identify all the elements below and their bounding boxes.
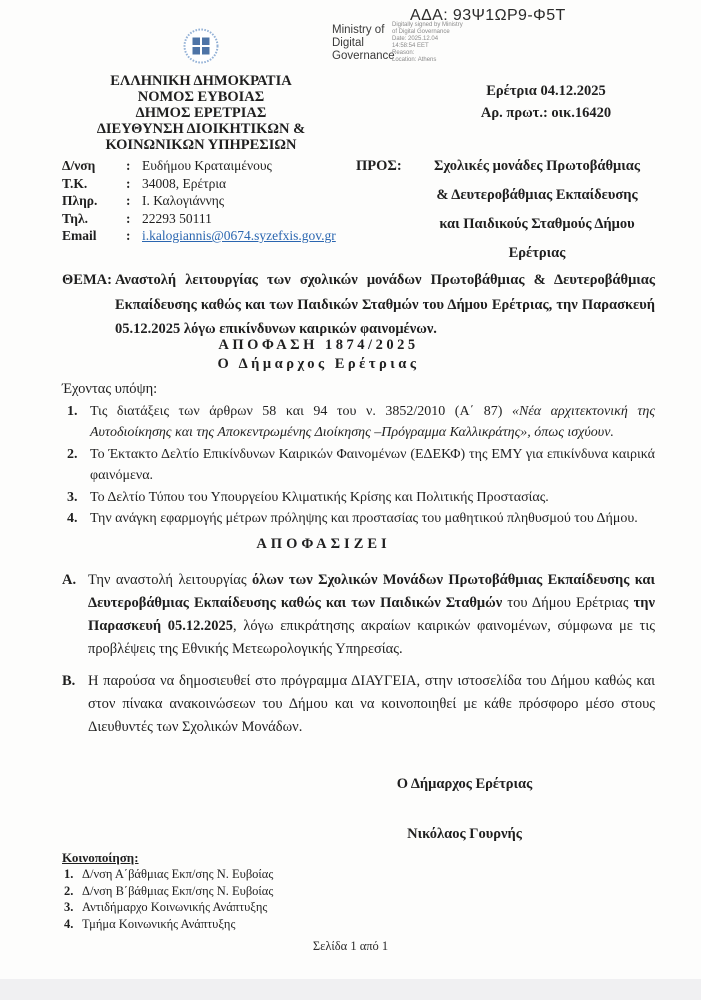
consideration-text: Την ανάγκη εφαρμογής μέτρων πρόληψης και προστασίας του μαθητικού πληθυσμού του Δήμου. xyxy=(90,511,638,526)
signature-block xyxy=(352,776,577,843)
issuing-authority-block xyxy=(55,26,347,245)
distribution-item: 4. Τμήμα Κοινωνικής Ανάπτυξης xyxy=(64,916,236,931)
protocol-number: Αρ. πρωτ.: οικ.16420 xyxy=(480,105,612,121)
consideration-item: 3. Το Δελτίο Τύπου του Υπουργείου Κλιματικής Κρίσης και Πολιτικής Προστασίας. xyxy=(62,487,655,509)
org-line-republic: ΕΛΛΗΝΙΚΗ ΔΗΜΟΚΡΑΤΙΑ xyxy=(110,73,292,89)
recipient-line: Ερέτριας xyxy=(508,245,566,261)
signature-detail-line: Date: 2025.12.04 xyxy=(392,36,439,42)
ministry-stamp-line: Ministry of xyxy=(332,24,385,36)
ada-code: ΑΔΑ: 93Ψ1ΩΡ9-Φ5Τ xyxy=(410,7,566,24)
org-line-directorate: ΔΙΕΥΘΥΝΣΗ ΔΙΟΙΚΗΤΙΚΩΝ & xyxy=(96,121,306,137)
distribution-item: 2. Δ/νση Β΄βάθμιας Εκπ/σης Ν. Ευβοίας xyxy=(64,883,274,898)
distribution-item-text: Δ/νση Α΄βάθμιας Εκπ/σης Ν. Ευβοίας xyxy=(82,867,274,881)
signature-detail-line: Reason: xyxy=(392,50,415,56)
preamble: Έχοντας υπόψη: xyxy=(62,380,158,397)
signature-detail-line: of Digital Governance xyxy=(392,29,450,35)
decision-items xyxy=(62,569,655,739)
reference-block xyxy=(425,80,667,124)
decision-item-text: Την αναστολή λειτουργίας όλων των Σχολικών Μονάδων Πρωτοβάθμιας Εκπαίδευσης και Δευτεροβάθμιας Εκπαίδευσης καθώς και των Παιδικών Σταθμών του Δήμου Ερέτριας την Παρασκευή 05.12.2025, λόγω επικράτησης ακραίων καιρικών φαινομένων, σύμφωνα με τις προβλέψεις της Εθνικής Μετεωρολογικής Υπηρεσίας. xyxy=(88,571,655,657)
consideration-text: Τις διατάξεις των άρθρων 58 και 94 του ν. 3852/2010 (Α΄ 87) «Νέα αρχιτεκτονική της Αυτοδιοίκησης και της Αποκεντρωμένης Διοίκησης –Πρόγραμμα Καλλικράτης», όπως ισχύουν. xyxy=(90,403,655,440)
consideration-item: 2. Το Έκτακτο Δελτίο Επικίνδυνων Καιρικών Φαινομένων (ΕΔΕΚΦ) της ΕΜΥ για επικίνδυνα καιρικά φαινόμενα. xyxy=(62,444,655,487)
recipient-line: & Δευτεροβάθμιας Εκπαίδευσης xyxy=(436,187,638,203)
page-number: Σελίδα 1 από 1 xyxy=(312,939,389,953)
decision-item-text: Η παρούσα να δημοσιευθεί στο πρόγραμμα ΔΙΑΥΓΕΙΑ, στην ιστοσελίδα του Δήμου καθώς και στον πίνακα ανακοινώσεων του Δήμου και να κοινοποιηθεί με κάθε πρόσφορο μέσο στους Διευθυντές των Σχολικών Μονάδων. xyxy=(88,672,655,735)
signatory-title: Ο Δήμαρχος Ερέτριας xyxy=(396,776,533,792)
org-line-municipality: ΔΗΜΟΣ ΕΡΕΤΡΙΑΣ xyxy=(135,105,267,121)
recipient-lines xyxy=(408,152,666,268)
ministry-stamp-line: Governance xyxy=(332,50,395,62)
distribution-item: 3. Αντιδήμαρχο Κοινωνικής Ανάπτυξης xyxy=(64,900,268,914)
distribution-item-text: Τμήμα Κοινωνικής Ανάπτυξης xyxy=(82,916,236,931)
signature-detail-line: Location: Athens xyxy=(392,57,437,63)
subject-section xyxy=(62,268,655,342)
contact-row-phone: Τηλ. : 22293 50111 xyxy=(62,210,212,226)
consideration-item: 4. Την ανάγκη εφαρμογής μέτρων πρόληψης και προστασίας του μαθητικού πληθυσμού του Δήμου. xyxy=(62,508,655,530)
recipient-line: και Παιδικούς Σταθμούς Δήμου xyxy=(439,216,635,232)
distribution-heading: Κοινοποίηση: xyxy=(62,850,139,865)
considerations-list xyxy=(62,401,655,530)
consideration-text: Το Έκτακτο Δελτίο Επικίνδυνων Καιρικών Φαινομένων (ΕΔΕΚΦ) της ΕΜΥ για επικίνδυνα καιρικά φαινόμενα. xyxy=(90,446,655,483)
decision-title: ΑΠΟΦΑΣΗ 1874/2025 xyxy=(218,336,419,353)
distribution-item: 1. Δ/νση Α΄βάθμιας Εκπ/σης Ν. Ευβοίας xyxy=(64,867,274,881)
ministry-stamp-line: Digital xyxy=(332,37,364,49)
contact-row-information: Πληρ. : Ι. Καλογιάννης xyxy=(62,193,225,208)
signature-detail-line: 14:58:54 EET xyxy=(392,43,429,49)
email-link[interactable]: i.kalogiannis@0674.syzefxis.gov.gr xyxy=(142,228,336,243)
distribution-item-text: Δ/νση Β΄βάθμιας Εκπ/σης Ν. Ευβοίας xyxy=(82,883,274,898)
recipient-block xyxy=(356,152,666,268)
org-line-prefecture: ΝΟΜΟΣ ΕΥΒΟΙΑΣ xyxy=(137,89,265,105)
consideration-text: Το Δελτίο Τύπου του Υπουργείου Κλιματικής Κρίσης και Πολιτικής Προστασίας. xyxy=(90,489,549,505)
signatory-name: Νικόλαος Γουρνής xyxy=(407,826,522,842)
distribution-item-text: Αντιδήμαρχο Κοινωνικής Ανάπτυξης xyxy=(82,900,268,914)
distribution-section xyxy=(62,849,322,932)
document-header xyxy=(0,0,701,262)
document-body xyxy=(0,262,701,739)
contact-row-email: Email : i.kalogiannis@0674.syzefxis.gov.gr xyxy=(62,228,336,243)
hellenic-municipality-emblem-icon xyxy=(181,26,221,68)
org-line-directorate2: ΚΟΙΝΩΝΙΚΩΝ ΥΠΗΡΕΣΙΩΝ xyxy=(105,137,297,153)
consideration-item: 1. Τις διατάξεις των άρθρων 58 και 94 του ν. 3852/2010 (Α΄ 87) «Νέα αρχιτεκτονική της Αυτοδιοίκησης και της Αποκεντρωμένης Διοίκησης –Πρόγραμμα Καλλικράτης», όπως ισχύουν. xyxy=(62,401,655,444)
decides-heading: ΑΠΟΦΑΣΙΖΕΙ xyxy=(256,535,391,552)
recipient-line: Σχολικές μονάδες Πρωτοβάθμιας xyxy=(434,158,640,174)
subject-text: Αναστολή λειτουργίας των σχολικών μονάδων Πρωτοβάθμιας & Δευτεροβάθμιας Εκπαίδευσης καθώς και των Παιδικών Σταθμών του Δήμου Ερέτριας, την Παρασκευή 05.12.2025 λόγω επικίνδυνων καιρικών φαινομένων. xyxy=(115,272,655,337)
subject-label: ΘΕΜΑ: xyxy=(62,272,112,288)
recipient-label: ΠΡΟΣ: xyxy=(356,158,402,174)
contact-table xyxy=(55,157,347,245)
decision-item-b: Β. Η παρούσα να δημοσιευθεί στο πρόγραμμα ΔΙΑΥΓΕΙΑ, στην ιστοσελίδα του Δήμου καθώς και στον πίνακα ανακοινώσεων του Δήμου και να κοινοποιηθεί με κάθε πρόσφορο μέσο στους Διευθυντές των Σχολικών Μονάδων. xyxy=(62,670,655,739)
decision-item-a: Α. Την αναστολή λειτουργίας όλων των Σχολικών Μονάδων Πρωτοβάθμιας Εκπαίδευσης και Δευτεροβάθμιας Εκπαίδευσης καθώς και των Παιδικών Σταθμών του Δήμου Ερέτριας την Παρασκευή 05.12.2025, λόγω επικράτησης ακραίων καιρικών φαινομένων, σύμφωνα με τις προβλέψεις της Εθνικής Μετεωρολογικής Υπηρεσίας. xyxy=(62,569,655,661)
signature-detail-line: Digitally signed by Ministry xyxy=(392,22,463,28)
scan-edge xyxy=(0,979,701,1000)
place-date: Ερέτρια 04.12.2025 xyxy=(486,83,606,99)
contact-row-address: Δ/νση : Ευδήμου Κραταιμένους xyxy=(62,158,272,173)
decision-subtitle: Ο Δήμαρχος Ερέτριας xyxy=(217,355,420,372)
contact-row-postcode: Τ.Κ. : 34008, Ερέτρια xyxy=(62,175,227,191)
